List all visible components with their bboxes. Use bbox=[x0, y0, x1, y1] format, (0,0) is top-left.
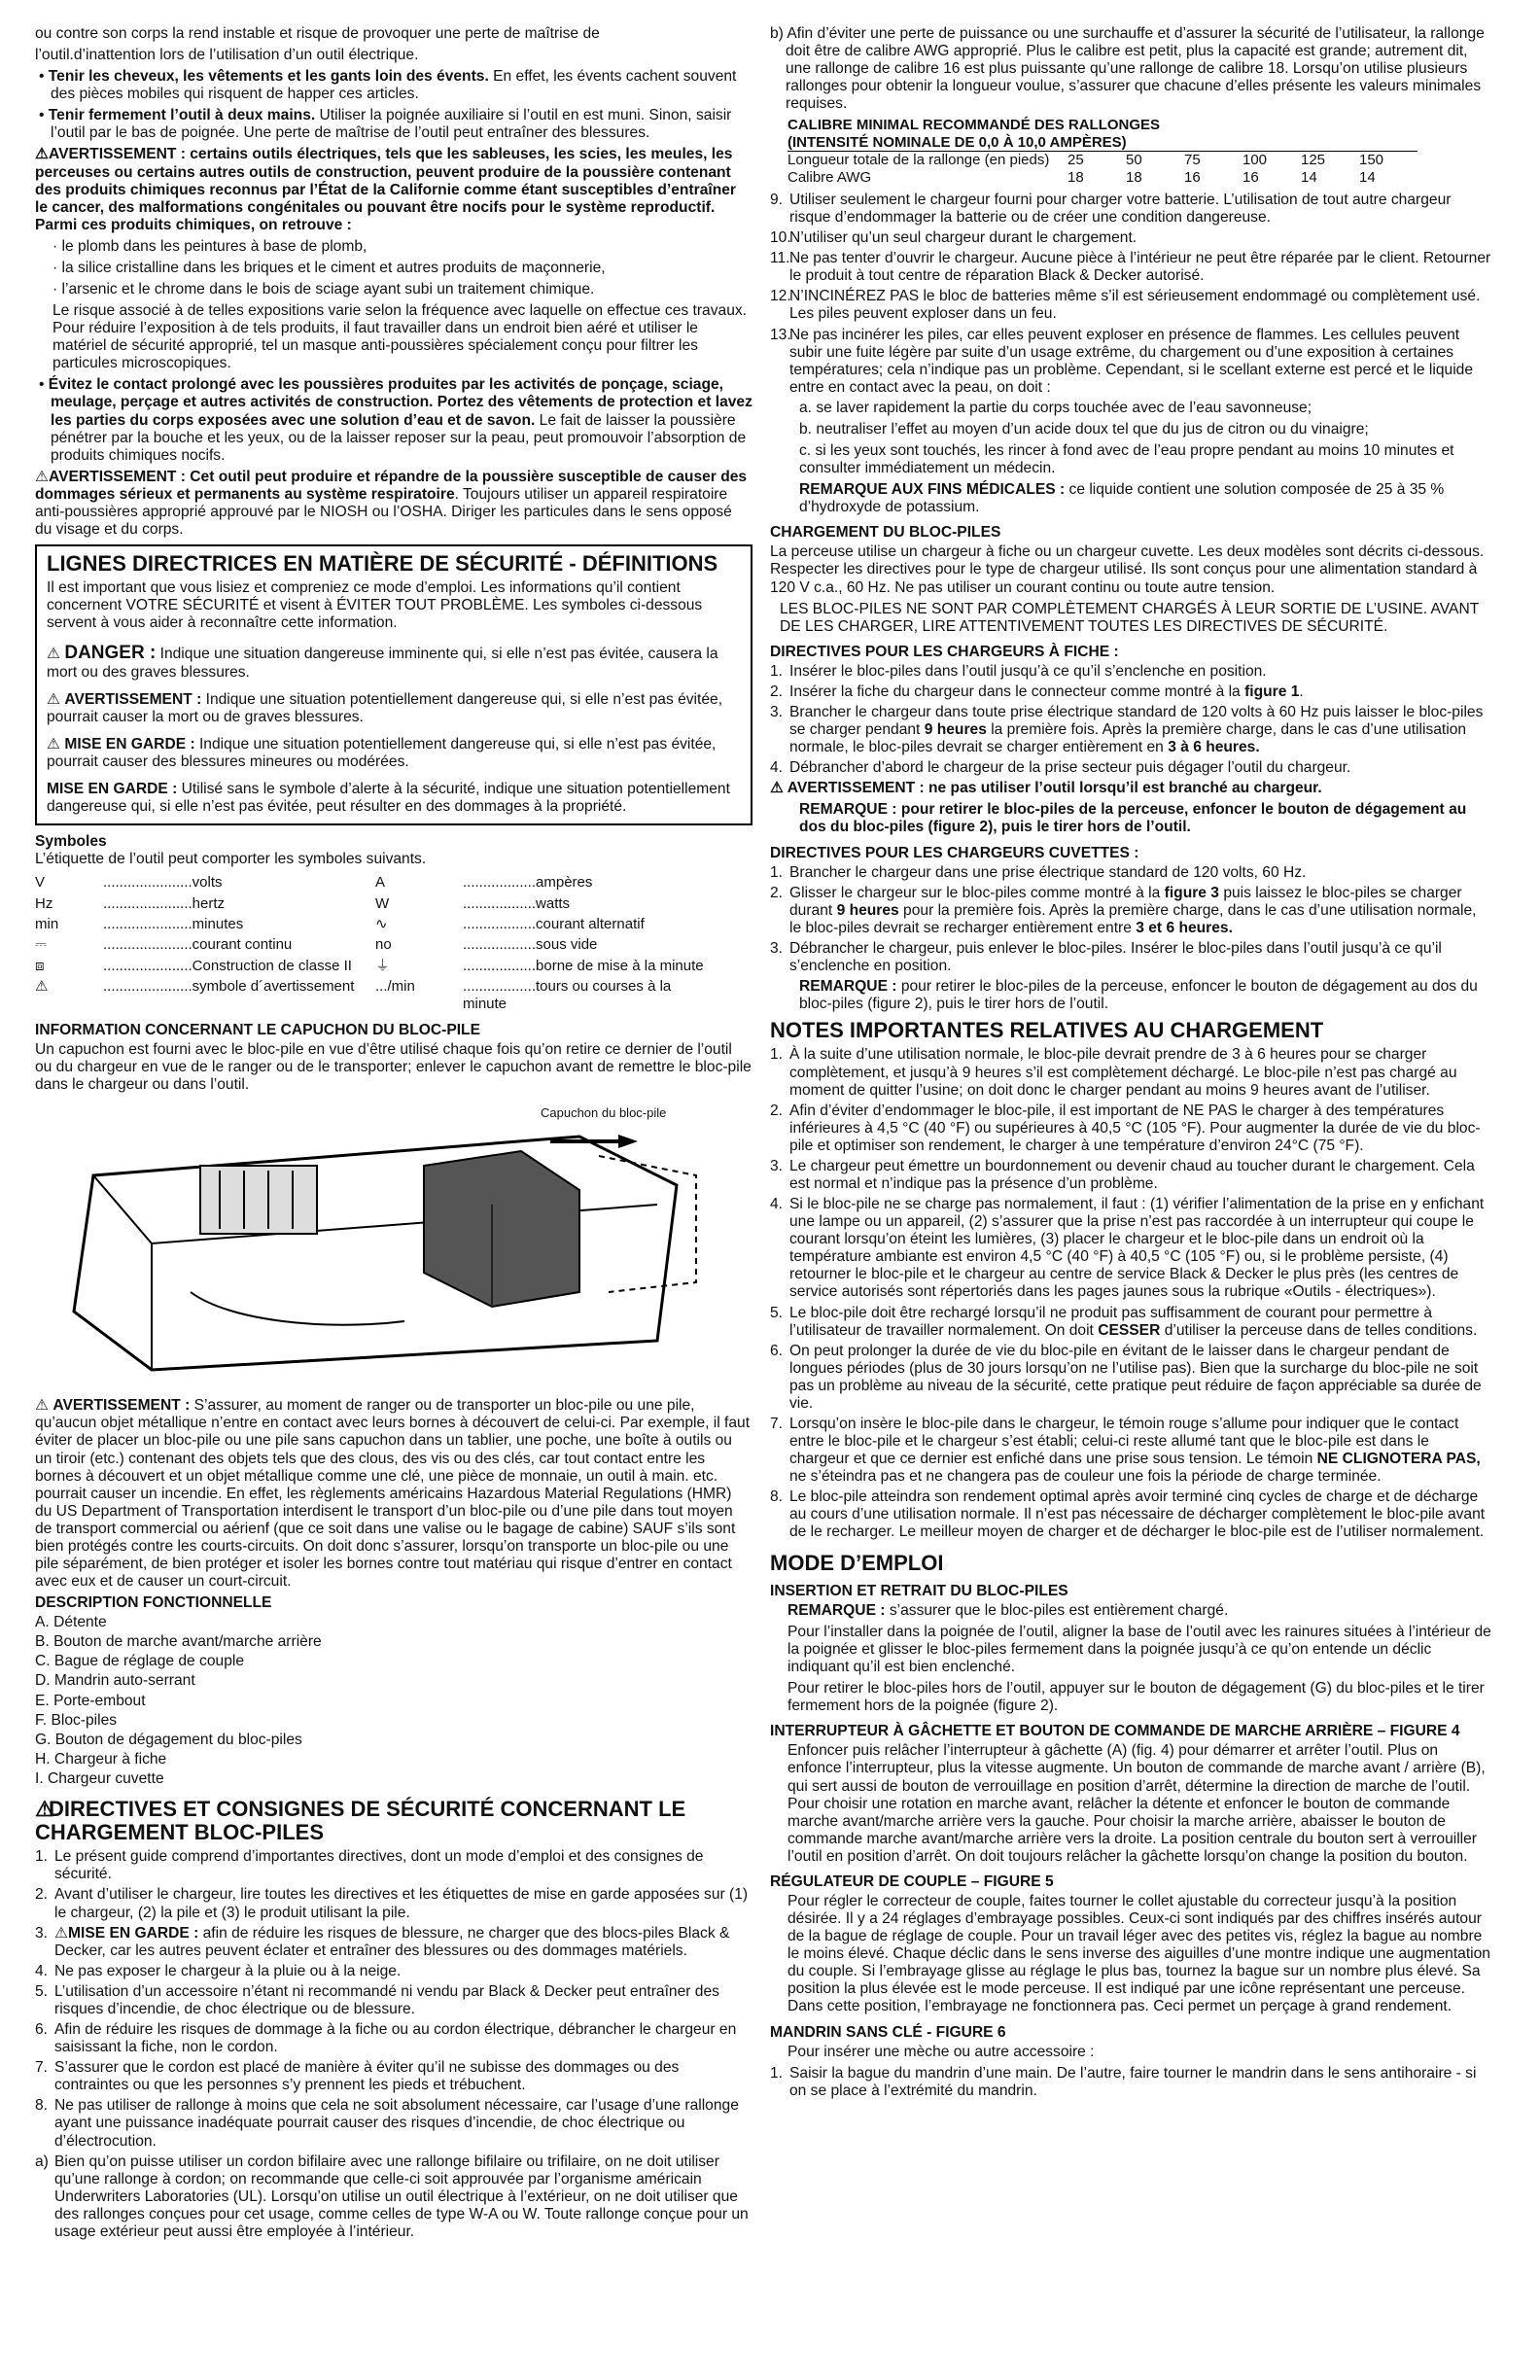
charge-safety-item bbox=[35, 1925, 752, 1960]
note-number: 5. bbox=[770, 1304, 784, 1321]
chuck-intro: Pour insérer une mèche ou autre accessoire : bbox=[788, 2043, 1095, 2060]
note-text bbox=[789, 1416, 1491, 1486]
charge-safety-segment: S’assurer que le cordon est placé de manière à éviter qu’il ne subisse des dommages ou des contraintes ou que les personnes s’y prennent les pieds et trébuchent. bbox=[54, 2059, 680, 2094]
warning-triangle-icon: ⚠ bbox=[54, 1924, 68, 1942]
box-intro: Il est important que vous lisiez et compreniez ce mode d’emploi. Les informations qu’il contient concernent VOTRE SÉCURITÉ et visent à ÉVITER TOUT PROBLÈME. Les symboles ci-dessous servent à vous aider à reconnaître cette information. bbox=[47, 579, 703, 632]
desc-title: DESCRIPTION FONCTIONNELLE bbox=[35, 1594, 272, 1612]
table-value-cell: 75 bbox=[1184, 152, 1242, 169]
chemical-list bbox=[35, 238, 752, 298]
chuck-step-text bbox=[789, 2065, 1491, 2100]
charge-safety-number: 12. bbox=[770, 288, 791, 305]
plug-charger-list bbox=[770, 663, 1491, 777]
symbol-glyph: A bbox=[375, 874, 386, 892]
table-row-length bbox=[788, 152, 1418, 169]
plug-step-segment: Brancher le chargeur dans toute prise électrique standard de 120 volts à 60 Hz puis laisser le bloc-piles se charger pendant bbox=[789, 703, 1484, 739]
plug-charger-warning: ⚠ AVERTISSEMENT : ne pas utiliser l’outil lorsqu’il est branché au chargeur. bbox=[770, 780, 1322, 797]
skin-step: c. si les yeux sont touchés, les rincer à fond avec de l’eau propre pendant au moins 10 minutes et consulter immédiatement un médecin. bbox=[799, 441, 1454, 477]
table-value-cell: 125 bbox=[1301, 152, 1359, 169]
charge-safety-item bbox=[770, 327, 1491, 397]
charge-safety-number: 13. bbox=[770, 326, 791, 343]
symbol-row bbox=[35, 914, 716, 934]
charge-safety-text bbox=[789, 250, 1491, 285]
plug-step-text bbox=[789, 663, 1491, 681]
note-text bbox=[789, 1102, 1491, 1155]
note-number: 8. bbox=[770, 1488, 784, 1506]
table-title-2: (INTENSITÉ NOMINALE DE 0,0 À 10,0 AMPÈRES) bbox=[788, 133, 1127, 151]
note-item bbox=[770, 1196, 1491, 1301]
symbol-row bbox=[35, 934, 716, 955]
mode-title: MODE D’EMPLOI bbox=[770, 1550, 944, 1575]
desc-item: A. Détente bbox=[35, 1614, 107, 1631]
charge-safety-text bbox=[789, 327, 1491, 397]
cup-step-segment: Glisser le chargeur sur le bloc-piles comme montré à la bbox=[789, 884, 1165, 901]
skin-step: a. se laver rapidement la partie du corps touchée avec de l’eau savonneuse; bbox=[799, 399, 1312, 416]
cup-step-text bbox=[789, 885, 1491, 937]
charge-safety-segment: N’utiliser qu’un seul chargeur durant le chargement. bbox=[789, 229, 1138, 247]
insert-title: INSERTION ET RETRAIT DU BLOC-PILES bbox=[770, 1582, 1068, 1599]
plug-step-item bbox=[770, 683, 1491, 701]
charge-safety-number: 4. bbox=[35, 1962, 49, 1979]
symbol-glyph: V bbox=[35, 874, 46, 892]
table-value-cell: 18 bbox=[1126, 168, 1142, 186]
plug-step-text bbox=[789, 683, 1491, 701]
warning-triangle-icon: ⚠ bbox=[35, 146, 49, 163]
charge-items-continued bbox=[770, 192, 1491, 397]
charge-safety-text bbox=[789, 229, 1491, 247]
intro-line-1: ou contre son corps la rend instable et risque de provoquer une perte de maîtrise de bbox=[35, 25, 600, 42]
plug-step-text bbox=[789, 704, 1491, 756]
plug-step-bold: 3 à 6 heures. bbox=[1168, 739, 1260, 756]
note-text bbox=[789, 1343, 1491, 1413]
left-column bbox=[35, 25, 752, 2244]
note-number: 6. bbox=[770, 1342, 784, 1359]
symbol-meaning: ......................courant continu bbox=[103, 936, 293, 954]
desc-item: H. Chargeur à fiche bbox=[35, 1750, 167, 1768]
bullet-dust-contact: • Évitez le contact prolongé avec les poussières produites par les activités de ponçage, sciage, meulage, perçage et autres activités de construction. Portez des vêtements de protection et lavez les parties du corps exposées avec une solution d’eau et de savon. Le fait de laisser la poussière pénétrer par la bouche et les yeux, ou de la laisser reposer sur la peau, peut promouvoir l’absorption de produits chimiques nocifs. bbox=[39, 376, 752, 464]
box-title: LIGNES DIRECTRICES EN MATIÈRE DE SÉCURITÉ - DÉFINITIONS bbox=[47, 551, 718, 577]
charge-safety-item bbox=[770, 192, 1491, 227]
skin-contact-steps bbox=[770, 400, 1491, 477]
symbol-glyph: ⚠ bbox=[35, 978, 49, 996]
symbol-meaning: ..................courant alternatif bbox=[463, 916, 645, 933]
risk-paragraph: Le risque associé à de telles expositions varie selon la fréquence avec laquelle on effectue ces travaux. Pour réduire l’exposition à de tels produits, il faut travailler dans un endroit bien aéré et utiliser le matériel de sécurité approprié, tel un masque anti-poussières spécialement conçu pour filtrer les particules microscopiques. bbox=[52, 302, 747, 372]
charge-safety-text bbox=[54, 2097, 752, 2150]
chemical-item: · l’arsenic et le chrome dans le bois de sciage ayant subi un traitement chimique. bbox=[52, 281, 595, 298]
charge-safety-item bbox=[35, 1963, 752, 1980]
caution-no-symbol-definition: MISE EN GARDE : Utilisé sans le symbole d’alerte à la sécurité, indique une situation potentiellement dangereuse qui, si elle n’est pas évitée, peut résulter en des dommages à la propriété. bbox=[47, 780, 730, 816]
bullet-grip: • Tenir fermement l’outil à deux mains. Utiliser la poignée auxiliaire si l’outil en est muni. Sinon, saisir l’outil par le bas de poignée. Une perte de maîtrise de l’outil peut entraîner des blessures. bbox=[39, 107, 732, 142]
extension-cord-table bbox=[788, 117, 1418, 186]
plug-step-segment: Débrancher d’abord le chargeur de la prise secteur puis dégager l’outil du chargeur. bbox=[789, 759, 1351, 777]
charge-safety-text bbox=[54, 2153, 752, 2241]
cup-step-segment: Brancher le chargeur dans une prise électrique standard de 120 volts, 60 Hz. bbox=[789, 863, 1307, 881]
symbols-table bbox=[35, 872, 716, 1014]
symbol-meaning: ..................watts bbox=[463, 894, 571, 912]
cup-step-item bbox=[770, 864, 1491, 882]
note-segment: Lorsqu’on insère le bloc-pile dans le chargeur, le témoin rouge s’allume pour indiquer que le contact entre le bloc-pile et le chargeur s’est établi; celui-ci reste allumé tant que le bloc-pile est dans le chargeur et que ce dernier est enfiché dans une prise sous tension. Le témoin bbox=[789, 1415, 1459, 1468]
plug-step-number: 1. bbox=[770, 662, 784, 680]
charge-safety-number: 8. bbox=[35, 2097, 49, 2115]
table-row-gauge bbox=[788, 169, 1418, 186]
table-value-cell: 50 bbox=[1126, 152, 1184, 169]
symbol-row bbox=[35, 976, 716, 1014]
charge-safety-text bbox=[789, 192, 1491, 227]
warning-triangle-icon: ⚠ bbox=[47, 645, 60, 662]
chuck-step-item bbox=[770, 2065, 1491, 2100]
charge-safety-item bbox=[35, 1848, 752, 1883]
desc-item: C. Bague de réglage de couple bbox=[35, 1653, 245, 1670]
plug-step-number: 2. bbox=[770, 682, 784, 700]
charge-safety-item bbox=[35, 1886, 752, 1921]
note-item bbox=[770, 1305, 1491, 1340]
note-item bbox=[770, 1102, 1491, 1155]
symbol-glyph: no bbox=[375, 936, 392, 954]
capuchon-paragraph: Un capuchon est fourni avec le bloc-pile en vue d’être utilisé chaque fois qu’on retire ce dernier de l’outil ou du chargeur en vue de le ranger ou de le transporter; enlever le capuchon avant de remettre le bloc-pile dans le chargeur ou dans l’outil. bbox=[35, 1041, 752, 1094]
chuck-list bbox=[770, 2065, 1491, 2100]
charge-safety-number: 1. bbox=[35, 1848, 49, 1866]
charge-safety-title: ⚠DIRECTIVES ET CONSIGNES DE SÉCURITÉ CONCERNANT LE CHARGEMENT BLOC-PILES bbox=[35, 1796, 686, 1845]
note-text bbox=[789, 1305, 1491, 1340]
charge-safety-segment: Ne pas tenter d’ouvrir le chargeur. Aucune pièce à l’intérieur ne peut être réparée par le client. Retourner le produit à tout centre de réparation Black & Decker autorisé. bbox=[789, 250, 1491, 285]
symbol-row bbox=[35, 956, 716, 976]
table-value-cell: 18 bbox=[1068, 168, 1084, 186]
table-label-cell: Longueur totale de la rallonge (en pieds) bbox=[788, 152, 1068, 169]
charge-safety-text bbox=[54, 1848, 752, 1883]
cup-charger-list bbox=[770, 864, 1491, 975]
plug-step-number: 3. bbox=[770, 703, 784, 720]
bullet-hair: • Tenir les cheveux, les vêtements et les gants loin des évents. En effet, les évents cachent souvent des pièces mobiles qui risquent de happer ces articles. bbox=[39, 68, 737, 103]
note-text bbox=[789, 1488, 1491, 1541]
plug-charger-title: DIRECTIVES POUR LES CHARGEURS À FICHE : bbox=[770, 643, 1119, 660]
battery-illustration bbox=[35, 1098, 735, 1389]
battery-cap-figure bbox=[35, 1098, 735, 1389]
charge-safety-number: 7. bbox=[35, 2059, 49, 2077]
plug-step-item bbox=[770, 704, 1491, 756]
note-bold: NE CLIGNOTERA PAS, bbox=[1316, 1451, 1481, 1468]
warning-triangle-icon: ⚠ bbox=[770, 780, 784, 797]
symbol-meaning: ..................ampères bbox=[463, 874, 593, 892]
plug-step-item bbox=[770, 759, 1491, 777]
symbol-meaning: ......................hertz bbox=[103, 894, 226, 912]
table-value-cell: 14 bbox=[1301, 168, 1317, 186]
charge-safety-text bbox=[789, 288, 1491, 323]
note-text bbox=[789, 1196, 1491, 1301]
charge-safety-item bbox=[35, 2021, 752, 2056]
charge-safety-bold: MISE EN GARDE : bbox=[68, 1924, 199, 1942]
plug-charger-remark: REMARQUE : pour retirer le bloc-piles de la perceuse, enfoncer le bouton de dégagement au dos du bloc-piles (figure 2), puis le tirer hors de l’outil. bbox=[799, 801, 1467, 836]
charge-safety-segment: Afin de réduire les risques de dommage à la fiche ou au cordon électrique, débrancher le chargeur en saisissant la fiche, non le cordon. bbox=[54, 2021, 737, 2056]
charge-safety-item bbox=[770, 288, 1491, 323]
warning-triangle-icon: ⚠ bbox=[35, 1796, 54, 1821]
skin-step: b. neutraliser l’effet au moyen d’un acide doux tel que du jus de citron ou du vinaigre; bbox=[799, 420, 1369, 438]
symbol-meaning: ......................Construction de classe II bbox=[103, 957, 352, 974]
insert-remark: REMARQUE : s’assurer que le bloc-piles est entièrement chargé. bbox=[788, 1601, 1229, 1619]
table-value-cell: 14 bbox=[1359, 168, 1376, 186]
note-number: 3. bbox=[770, 1157, 784, 1174]
safety-definitions-box bbox=[35, 544, 752, 825]
note-item bbox=[770, 1046, 1491, 1099]
symbol-meaning: ......................minutes bbox=[103, 916, 244, 933]
plug-step-text bbox=[789, 759, 1491, 777]
charging-paragraph: La perceuse utilise un chargeur à fiche ou un chargeur cuvette. Les deux modèles sont décrits ci-dessous. Respecter les directives pour le type de chargeur utilisé. Ils sont conçus pour une alimentation standard à 120 V c.a., 60 Hz. Ne pas utiliser un courant continu ou toute autre tension. bbox=[770, 543, 1485, 596]
trigger-title: INTERRUPTEUR À GÂCHETTE ET BOUTON DE COMMANDE DE MARCHE ARRIÈRE – FIGURE 4 bbox=[770, 1723, 1460, 1740]
table-value-cell: 25 bbox=[1068, 152, 1126, 169]
charge-safety-text bbox=[54, 1983, 752, 2018]
cup-step-text bbox=[789, 864, 1491, 882]
desc-item: D. Mandrin auto-serrant bbox=[35, 1672, 195, 1690]
symbol-meaning: ..................sous vide bbox=[463, 936, 598, 954]
charge-safety-item bbox=[35, 2059, 752, 2094]
cup-step-bold: figure 3 bbox=[1164, 884, 1219, 901]
plug-step-item bbox=[770, 663, 1491, 681]
cup-charger-remark: REMARQUE : pour retirer le bloc-piles de la perceuse, enfoncer le bouton de dégagement au dos du bloc-piles (figure 2), puis le tirer hors de l’outil. bbox=[799, 978, 1478, 1013]
charge-safety-number: 6. bbox=[35, 2021, 49, 2039]
cup-step-number: 2. bbox=[770, 884, 784, 901]
cup-step-number: 3. bbox=[770, 939, 784, 957]
note-segment: Si le bloc-pile ne se charge pas normalement, il faut : (1) vérifier l’alimentation de la prise en y enfichant une lampe ou un appareil, (2) s’assurer que la prise n’est pas raccordée à un interrupteur qui coupe le courant lorsqu’on éteint les lumières, (3) placer le chargeur et le bloc-pile dans un endroit où la température ambiante est environ 4,5 °C (40 °F) à 40,5 °C (105 °F) ou, si le problème persiste, (4) retourner le bloc-pile et le chargeur au centre de service Black & Decker le plus près (les centres de service autorisés sont répertoriés dans les pages jaunes sous la rubrique «Outils - électriques»). bbox=[789, 1196, 1485, 1301]
symbol-glyph: Hz bbox=[35, 894, 53, 912]
note-segment: Le bloc-pile atteindra son rendement optimal après avoir terminé cinq cycles de charge et de décharge au cours d’une utilisation normale. Il n’est pas nécessaire de décharger complètement le bloc-pile avant de le recharger. Le meilleur moyen de charger et de décharger le bloc-pile est de l’utiliser normalement. bbox=[789, 1488, 1486, 1541]
note-item bbox=[770, 1343, 1491, 1413]
note-segment: ne s’éteindra pas et ne changera pas de couleur une fois la période de charge terminée. bbox=[789, 1468, 1382, 1486]
charging-caps-notice: LES BLOC-PILES NE SONT PAR COMPLÈTEMENT CHARGÉS À LEUR SORTIE DE L’USINE. AVANT DE LES CHARGER, LIRE ATTENTIVEMENT TOUTES LES DIRECTIVES DE SÉCURITÉ. bbox=[780, 600, 1479, 635]
symbol-glyph: ⧈ bbox=[35, 957, 45, 974]
note-segment: Le bloc-pile doit être rechargé lorsqu’il ne produit pas suffisamment de courant pour permettre à l’utilisateur de travailler normalement. On doit bbox=[789, 1304, 1433, 1339]
charge-safety-segment: Le présent guide comprend d’importantes directives, dont un mode d’emploi et des consignes de sécurité. bbox=[54, 1848, 704, 1883]
notes-title: NOTES IMPORTANTES RELATIVES AU CHARGEMENT bbox=[770, 1018, 1324, 1043]
desc-item: B. Bouton de marche avant/marche arrière bbox=[35, 1633, 322, 1651]
warning-triangle-icon: ⚠ bbox=[35, 468, 49, 485]
cup-step-bold: 9 heures bbox=[836, 901, 899, 919]
charging-title: CHARGEMENT DU BLOC-PILES bbox=[770, 524, 1001, 542]
charge-safety-text bbox=[54, 2021, 752, 2056]
right-column bbox=[770, 25, 1491, 2103]
symbol-row bbox=[35, 872, 716, 892]
cord-gauge-item-b: b) Afin d’éviter une perte de puissance ou une surchauffe et d’assurer la sécurité de l’utilisateur, la rallonge doit être de calibre AWG approprié. Plus le calibre est petit, plus la capacité est grande; autrement dit, une rallonge de calibre 16 est plus puissante qu’une rallonge de calibre 18. Lorsqu’on utilise plusieurs rallonges pour obtenir la longueur voulue, s’assurer que chacune d’elles présente les valeurs minimales requises. bbox=[770, 25, 1485, 113]
charge-safety-number: 2. bbox=[35, 1886, 49, 1904]
charge-safety-list bbox=[35, 1848, 752, 2241]
desc-item: F. Bloc-piles bbox=[35, 1711, 118, 1729]
warning-triangle-icon: ⚠ bbox=[35, 1397, 49, 1415]
charge-safety-segment: Utiliser seulement le chargeur fourni pour charger votre batterie. L’utilisation de tout autre chargeur risque d’endommager la batterie ou de créer une condition dangereuse. bbox=[789, 191, 1452, 227]
symbols-title: Symboles bbox=[35, 833, 107, 851]
symbol-row bbox=[35, 893, 716, 914]
symbol-glyph: ⎓ bbox=[35, 936, 47, 954]
charge-safety-number: 10. bbox=[770, 229, 791, 247]
charge-safety-number: 9. bbox=[770, 191, 784, 208]
note-segment: Afin d’éviter d’endommager le bloc-pile, il est important de NE PAS le charger à des températures inférieures à 4,5 °C (40 °F) ou supérieures à 40,5 °C (105 °F). Pour augmenter la durée de vie du bloc-pile et optimiser son rendement, le charger à une température d’environ 24°C (75 °F). bbox=[789, 1102, 1481, 1154]
table-value-cell: 16 bbox=[1184, 168, 1201, 186]
note-number: 2. bbox=[770, 1102, 784, 1119]
note-segment: On peut prolonger la durée de vie du bloc-pile en évitant de le laisser dans le chargeur pendant de longues périodes (plus de 30 jours lorsqu’on ne l’utilise pas). Bien que la surcharge du bloc-pile ne soit pas un problème au niveau de la sécurité, cette pratique peut réduire de façon appréciable sa durée de vie. bbox=[789, 1342, 1482, 1412]
medical-remark: REMARQUE AUX FINS MÉDICALES : ce liquide contient une solution composée de 25 à 35 % d’hydroxyde de potassium. bbox=[799, 481, 1445, 516]
note-segment: Le chargeur peut émettre un bourdonnement ou devenir chaud au toucher durant le chargement. Cela est normal et n’indique pas la présence d’un problème. bbox=[789, 1157, 1475, 1192]
warning-triangle-icon: ⚠ bbox=[47, 735, 60, 752]
note-segment: d’utiliser la perceuse dans de telles conditions. bbox=[1160, 1321, 1478, 1339]
table-label-cell: Calibre AWG bbox=[788, 168, 872, 186]
symbol-glyph: W bbox=[375, 894, 390, 912]
torque-paragraph: Pour régler le correcteur de couple, faites tourner le collet ajustable du correcteur jusqu’à la position désirée. Il y a 24 réglages d’embrayage possibles. Ceux-ci sont indiqués par des chiffres insérés autour de la bague de réglage de couple. Pour un travail léger avec des petites vis, réglez la bague au nombre le moins élevé. Chaque déclic dans le sens inverse des aiguilles d’une montre indique une augmentation du couple. Si l’embrayage glisse au réglage le plus bas, tournez la bague sur un nombre plus élevé. Sa position la plus élevée est le mode perceuse. Il est indiqué par une icône représentant une perceuse. Dans cette position, l’embrayage ne fonctionnera pas. Ceci permet un perçage à grand rendement. bbox=[788, 1892, 1490, 2015]
symbol-glyph: ⏚ bbox=[375, 957, 391, 974]
charge-safety-item bbox=[770, 250, 1491, 285]
charge-safety-number: 3. bbox=[35, 1924, 49, 1942]
note-item bbox=[770, 1158, 1491, 1193]
insert-paragraph-2: Pour retirer le bloc-piles hors de l’outil, appuyer sur le bouton de dégagement (G) du bloc-piles et le tirer fermement hors de la poignée (figure 2). bbox=[788, 1680, 1485, 1715]
caution-definition: ⚠ MISE EN GARDE : Indique une situation potentiellement dangereuse qui, si elle n’est pas évitée, pourrait causer des blessures mineures ou modérées. bbox=[47, 735, 717, 770]
charge-safety-text bbox=[54, 1963, 752, 1980]
insert-paragraph-1: Pour l’installer dans la poignée de l’outil, aligner la base de l’outil avec les rainures situées à l’intérieur de la poignée et glisser le bloc-piles fermement dans la poignée jusqu’à ce qu’on entende un déclic indiquant qu’il est bien enclenché. bbox=[788, 1623, 1491, 1676]
note-number: 7. bbox=[770, 1415, 784, 1432]
table-title-1: CALIBRE MINIMAL RECOMMANDÉ DES RALLONGES bbox=[788, 117, 1161, 134]
notes-list bbox=[770, 1046, 1491, 1541]
capuchon-title: INFORMATION CONCERNANT LE CAPUCHON DU BLOC-PILE bbox=[35, 1022, 480, 1038]
cup-step-segment: pour la première fois. Après la première charge, dans le cas d’une utilisation normale, le bloc-piles devrait se recharger entièrement entre bbox=[789, 901, 1477, 936]
table-value-cell: 16 bbox=[1242, 168, 1259, 186]
symbol-meaning: ......................volts bbox=[103, 874, 223, 892]
note-segment: À la suite d’une utilisation normale, le bloc-pile devrait prendre de 3 à 6 heures pour se charger complètement, et jusqu’à 9 heures s’il est complètement déchargé. Le bloc-pile n’est pas chargé au moment de quitter l’usine; on doit donc le charger pendant au moins 9 heures avant de l’utiliser. bbox=[789, 1046, 1457, 1099]
charge-safety-number: a) bbox=[35, 2152, 49, 2170]
note-item bbox=[770, 1416, 1491, 1486]
charge-safety-item bbox=[770, 229, 1491, 247]
chuck-step-number: 1. bbox=[770, 2064, 784, 2082]
charge-safety-item bbox=[35, 1983, 752, 2018]
plug-step-bold: 9 heures bbox=[924, 721, 987, 739]
charge-safety-segment: Bien qu’on puisse utiliser un cordon bifilaire avec une rallonge bifilaire ou trifilaire, on ne doit utiliser qu’une rallonge à cordon; on recommande que celle-ci soit approuvée par l’organisme américain Underwriters Laboratories (UL). Lorsqu’on utilise un outil électrique à l’extérieur, on ne doit utiliser que des rallonges conçues pour cet usage, comme celles de type W-A ou W. Toute rallonge conçue pour un usage extérieur peut aussi être employée à l’intérieur. bbox=[54, 2152, 749, 2240]
symbol-meaning: ......................symbole d´avertissement bbox=[103, 978, 355, 996]
charge-safety-text bbox=[54, 2059, 752, 2094]
charge-safety-item bbox=[35, 2097, 752, 2150]
cup-step-number: 1. bbox=[770, 863, 784, 881]
chemical-item: · la silice cristalline dans les briques et le ciment et autres produits de maçonnerie, bbox=[52, 259, 606, 276]
desc-item: I. Chargeur cuvette bbox=[35, 1769, 164, 1787]
symbol-glyph: ∿ bbox=[375, 916, 388, 933]
warning-definition: ⚠ AVERTISSEMENT : Indique une situation potentiellement dangereuse qui, si elle n’est pas évitée, pourrait causer la mort ou de graves blessures. bbox=[47, 690, 723, 725]
cup-step-bold: 3 et 6 heures. bbox=[1136, 919, 1233, 936]
note-item bbox=[770, 1488, 1491, 1541]
figure-label: Capuchon du bloc-pile bbox=[541, 1105, 667, 1121]
charge-safety-segment: Ne pas exposer le chargeur à la pluie ou à la neige. bbox=[54, 1962, 402, 1979]
plug-step-segment: la première fois. Après la première charge, dans le cas d’une utilisation normale, le bloc-piles devrait se charger entièrement en bbox=[789, 721, 1467, 756]
charge-safety-segment: Ne pas incinérer les piles, car elles peuvent exploser en présence de flammes. Les cellules peuvent subir une fuite légère par suite d’un usage extrême, du chargement ou d’une exposition à certaines températures; cela n’indique pas un problème. Cependant, si le scellant externe est percé et le liquide entre en contact avec la peau, on doit : bbox=[789, 326, 1474, 396]
note-number: 1. bbox=[770, 1046, 784, 1064]
intro-line-2: l’outil.d’inattention lors de l’utilisation d’un outil électrique. bbox=[35, 47, 419, 64]
desc-list bbox=[35, 1614, 752, 1788]
charge-safety-text bbox=[54, 1886, 752, 1921]
charge-safety-segment: afin de réduire les risques de blessure, ne charger que des blocs-piles Black & Decker, car les autres peuvent éclater et entraîner des blessures ou des dommages matériels. bbox=[54, 1924, 730, 1959]
plug-step-segment: Insérer la fiche du chargeur dans le connecteur comme montré à la bbox=[789, 682, 1245, 700]
symbol-glyph: min bbox=[35, 916, 59, 933]
warning-respiratory: ⚠AVERTISSEMENT : Cet outil peut produire et répandre de la poussière susceptible de causer des dommages sérieux et permanents au système respiratoire. Toujours utiliser un appareil respiratoire anti-poussières approprié approuvé par le NIOSH ou l’OSHA. Diriger les particules dans le sens opposé du visage et du corps. bbox=[35, 468, 748, 539]
plug-step-segment: . bbox=[1299, 682, 1304, 700]
warning-triangle-icon: ⚠ bbox=[47, 690, 60, 708]
note-text bbox=[789, 1046, 1491, 1099]
cup-step-segment: Débrancher le chargeur, puis enlever le bloc-piles. Insérer le bloc-piles dans l’outil jusqu’à ce qu’il s’enclenche en position. bbox=[789, 939, 1442, 974]
plug-step-segment: Insérer le bloc-piles dans l’outil jusqu’à ce qu’il s’enclenche en position. bbox=[789, 662, 1267, 680]
torque-title: RÉGULATEUR DE COUPLE – FIGURE 5 bbox=[770, 1872, 1054, 1890]
plug-step-number: 4. bbox=[770, 759, 784, 777]
cup-step-item bbox=[770, 885, 1491, 937]
warning-transport: ⚠ AVERTISSEMENT : S’assurer, au moment de ranger ou de transporter un bloc-pile ou une pile, qu’aucun objet métallique n’entre en contact avec leurs bornes à découvert de celui-ci. Par exemple, il faut éviter de placer un bloc-pile ou une pile sans capuchon dans un tablier, une poche, une boîte à outils ou un tiroir (etc.) contenant des objets tels que des clous, des vis ou des clés, car tout contact entre les bornes à découvert et un objet métallique comme une clé, une pièce de monnaie, un outil à main. etc. pourrait causer un incendie. En effet, les règlements américains Hazardous Material Regulations (HMR) du US Department of Transportation interdisent le transport d’un bloc-pile ou d’une pile dans tout moyen de transport commercial ou aérienf (que ce soit dans une valise ou le bagage de cabine) SAUF s’ils sont bien protégés contre les courts-circuits. On doit donc s’assurer, lorsqu’on transporte un bloc-pile ou une pile séparément, de bien protéger et isoler les bornes contre tout matériau qui risque d’entrer en contact avec eux et de causer un court-circuit. bbox=[35, 1397, 751, 1591]
table-value-cell: 100 bbox=[1242, 152, 1301, 169]
cup-step-text bbox=[789, 940, 1491, 975]
chuck-step-segment: Saisir la bague du mandrin d’une main. De l’autre, faire tourner le mandrin dans le sens antihoraire - si on se place à l’extrémité du mandrin. bbox=[789, 2064, 1477, 2099]
symbols-intro: L’étiquette de l’outil peut comporter les symboles suivants. bbox=[35, 851, 427, 868]
symbol-meaning: ..................tours ou courses à la minute bbox=[463, 978, 672, 1012]
symbol-glyph: .../min bbox=[375, 978, 415, 996]
chuck-title: MANDRIN SANS CLÉ - FIGURE 6 bbox=[770, 2023, 1006, 2041]
charge-safety-segment: N’INCINÉREZ PAS le bloc de batteries même s’il est sérieusement endommagé ou complètement usé. Les piles peuvent exploser dans un feu. bbox=[789, 288, 1481, 323]
symbol-meaning: ..................borne de mise à la minute bbox=[463, 957, 704, 974]
charge-safety-segment: Avant d’utiliser le chargeur, lire toutes les directives et les étiquettes de mise en garde apposées sur (1) le chargeur, (2) la pile et (3) le produit utilisant la pile. bbox=[54, 1886, 749, 1921]
desc-item: G. Bouton de dégagement du bloc-piles bbox=[35, 1731, 302, 1748]
trigger-paragraph: Enfoncer puis relâcher l’interrupteur à gâchette (A) (fig. 4) pour démarrer et arrêter l’outil. Plus on enfonce l’interrupteur, plus la vitesse augmente. Un bouton de commande de marche avant / arrière (B), qui sert aussi de bouton de verrouillage en position d’arrêt, détermine la direction de marche de l’outil. Pour choisir une rotation en marche avant, relâcher la détente et enfoncer le bouton de commande marche avant/marche arrière vers la gauche. Pour choisir la marche arrière, abaisser le bouton de commande marche avant/marche arrière vers la droite. La position centrale du bouton sert à verrouiller l’outil en position d’arrêt. On doit toujours relâcher la gâchette lorsqu’on change la position du bouton. bbox=[788, 1742, 1486, 1865]
note-bold: CESSER bbox=[1098, 1321, 1161, 1339]
charge-safety-segment: Ne pas utiliser de rallonge à moins que cela ne soit absolument nécessaire, car l’usage d’une rallonge ayant une puissance inadéquate pourrait causer des risques d’incendie, de choc électrique ou d’électrocution. bbox=[54, 2097, 739, 2150]
note-number: 4. bbox=[770, 1196, 784, 1213]
chemical-item: · le plomb dans les peintures à base de plomb, bbox=[52, 237, 368, 255]
charge-safety-number: 11. bbox=[770, 250, 790, 267]
warning-dust-chemicals: ⚠AVERTISSEMENT : certains outils électriques, tels que les sableuses, les scies, les meules, les perceuses ou certains autres outils de construction, peuvent produire de la poussière contenant des produits chimiques reconnus par l’État de la Californie comme étant susceptibles d’entraîner le cancer, des malformations congénitales ou pouvant être nocifs pour le système reproductif. Parmi ces produits chimiques, on retrouve : bbox=[35, 146, 736, 233]
plug-step-bold: figure 1 bbox=[1244, 682, 1300, 700]
table-value-cell: 150 bbox=[1359, 152, 1418, 169]
desc-item: E. Porte-embout bbox=[35, 1692, 146, 1709]
cup-charger-title: DIRECTIVES POUR LES CHARGEURS CUVETTES : bbox=[770, 844, 1139, 861]
charge-safety-segment: L’utilisation d’un accessoire n’étant ni recommandé ni vendu par Black & Decker peut entraîner des risques d’incendie, de choc électrique ou de blessure. bbox=[54, 1982, 719, 2017]
cup-step-segment: puis laissez le bloc-piles se charger durant bbox=[789, 884, 1462, 919]
danger-definition: ⚠ DANGER : Indique une situation dangereuse imminente qui, si elle n’est pas évitée, causera la mort ou des graves blessures. bbox=[47, 642, 718, 681]
note-text bbox=[789, 1158, 1491, 1193]
cup-step-item bbox=[770, 940, 1491, 975]
charge-safety-item bbox=[35, 2153, 752, 2241]
charge-safety-text bbox=[54, 1925, 752, 1960]
charge-safety-number: 5. bbox=[35, 1982, 49, 2000]
